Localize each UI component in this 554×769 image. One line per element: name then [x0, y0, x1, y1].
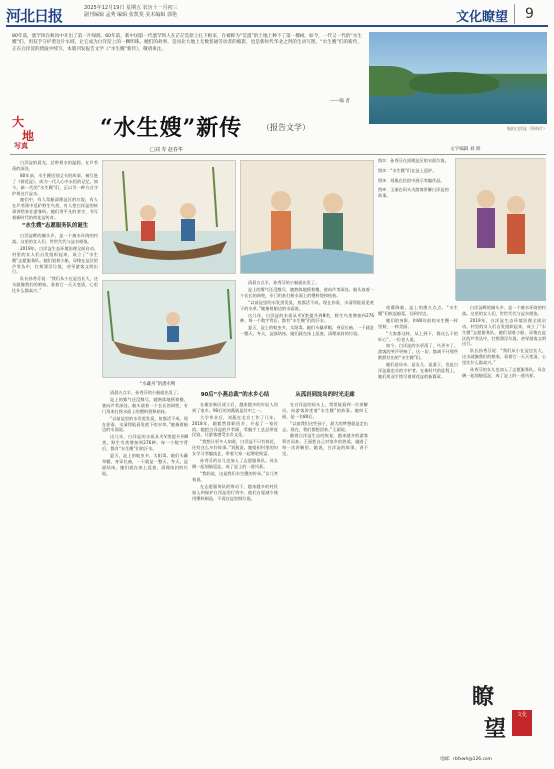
photo-caption: 图②：“水生嫂”们在淀上巡护。 — [378, 167, 437, 173]
paragraph: 随着白洋淀生态的恢复，越来越多的游客慕名而来。王丽把自己对家乡的热爱，融进了每一次讲解里。她说，白洋淀的故事，讲不完。 — [282, 433, 368, 457]
column-1 — [12, 160, 98, 750]
paragraph: 她们中，有人驾船清理淀区的垃圾，有人在芦苇荡中巡护野生鸟类，有人把白洋淀的故事讲给来往游客听。她们用平凡的坚守，书写着新时代的荷花淀传奇。 — [12, 197, 98, 221]
paragraph: 白洋淀畔的圈头乡，是一个被水环绕的村落。这里的女人们，世世代代与淀水相依。 — [462, 305, 546, 316]
photo-captions — [378, 158, 452, 203]
stamp-decoration — [470, 680, 538, 746]
subheading: “水生嫂”志愿服务队的诞生 — [21, 223, 89, 230]
page-number: 9 — [514, 4, 544, 24]
column-5 — [378, 305, 458, 750]
paragraph: 她们是母亲、是女儿、是妻子，也是白洋淀最忠实的守护者。在新时代的征程上，她们用双手续写着荷花淀的新篇章。 — [378, 362, 458, 379]
paragraph: “大家都这样，从上到下，都这么干的好心”，一位老人说。 — [378, 330, 458, 342]
top-photo-caption: 航拍白洋淀（资料片） — [507, 126, 547, 131]
column-2-top — [240, 280, 374, 380]
section-mark-char-2: 地 — [22, 129, 35, 143]
masthead-editors: 副刊编辑 孟秀 编辑 张凯斐 美术编辑 郭艳 — [84, 12, 177, 18]
paragraph: 夏天，淀上的蚊虫多，太阳毒。她们头戴草帽，身穿长袖，一干就是一整天。冬天，淀面结冰，她们就在冰上巡查，清理冰封的垃圾。 — [240, 325, 374, 337]
paragraph: 夏天，淀上的蚊虫多，太阳毒。她们头戴草帽，身穿长袖，一干就是一整天。冬天，淀面结冰，她们就在冰上巡查，清理冰封的垃圾。 — [102, 453, 188, 476]
article-subtitle: （报告文学） — [262, 123, 310, 132]
subheading: 90后“小燕总裁”的水乡心结 — [200, 392, 270, 398]
masthead-meta — [84, 5, 244, 19]
illustration-boat-scene — [102, 280, 236, 378]
photo-caption: 图①：孙秀芬在清理淀区的水面垃圾。 — [378, 158, 449, 163]
paragraph: “以前淀里的水发黑发臭，鱼都活不成。现在你看，水清得能看见底下的水草。”她指着船边的水面说。 — [102, 415, 188, 433]
divider — [10, 154, 546, 155]
paragraph: 在志愿服务队的带动下，越来越多的村民加入到保护白洋淀的行列中。他们自觉减少使用塑料制品，不再往淀里倒垃圾。 — [192, 483, 278, 501]
paragraph: 淀上的雾气还没散尽，她熟练地摇着橹，驶向芦苇深处。船头放着一个长长的网兜，专门用来打捞水面上的塑料袋和枯枝。 — [240, 286, 374, 298]
paragraph: 白洋淀的晨光，总带着水的温润。在芦苇荡的深处， — [12, 160, 98, 171]
column-3 — [192, 390, 278, 750]
paragraph: 如今，白洋淀的水更清了，鸟更多了，游客的笑声更响了。这一切，都离不开那些默默付出的“水生嫂”们。 — [378, 343, 458, 361]
paragraph: 在白洋淀的码头上，常常能看到一位讲解员，向游客讲述着“水生嫂”的故事。她叫王丽，是一名80后。 — [282, 401, 368, 419]
paragraph: 队长孙秀芬说：“我们从小在淀边长大，这水就像我们的娘家。看着它一天天变清，心里比什么都高兴。” — [12, 276, 98, 294]
paragraph: 夜幕降临，淀上的渔火点点。“水生嫂”们收起船桨，回到岸边。 — [378, 305, 458, 316]
paragraph: 2019年，白洋淀生态环境治理全面启动。村里的女人们自发组织起来，成立了“水生嫂”志愿服务队。她们划着小船，穿梭在淀区的芦苇丛中，打捞漂浮垃圾，劝导游客文明出行。 — [462, 317, 546, 347]
column-2 — [102, 390, 188, 750]
paragraph: 清晨五点半，孙秀芬的小船就出发了。 — [248, 280, 320, 285]
paragraph: 2019年，白洋淀生态环境治理全面启动。村里的女人们自发组织起来，成立了“水生嫂”志愿服务队。她们划着小船，穿梭在淀区的芦苇丛中，打捞漂浮垃圾，劝导游客文明出行。 — [12, 245, 98, 275]
article-byline: □刘 寿 赵春华 — [150, 147, 183, 153]
paragraph: 这几年，白洋淀的水质从劣V类提升到Ⅲ类，野生鸟类增加到276种。每一个数字背后，都有“水生嫂”们的汗水。 — [102, 434, 188, 452]
paragraph: 淀上的雾气还没散尽，她熟练地摇着橹，驶向芦苇深处。船头放着一个长长的网兜，专门用来打捞水面上的塑料袋和枯枝。 — [102, 396, 188, 414]
paragraph: 清晨五点半，孙秀芬的小船就出发了。 — [110, 390, 182, 395]
top-photo-lake — [369, 32, 547, 124]
stamp-char-1: 瞭 — [472, 684, 495, 710]
column-6 — [462, 305, 546, 675]
paragraph: 在雄安新区成立后，越来越多的年轻人回到了家乡。90后的刘燕就是其中之一。 — [192, 401, 278, 413]
section-mark-char-3: 写真 — [14, 142, 28, 150]
photo-caption: 图③：刘燕在民宿中展示苇编作品。 — [378, 177, 445, 183]
paragraph: 80年前，水生嫂送别丈夫的故事，被写进了《荷花淀》，成为一代人心中永恒的记忆。如今，新一代的“水生嫂”们，正以另一种方式守护着这片淀水。 — [12, 172, 98, 196]
paragraph: “以前我们这些孩子，最大的梦想就是走出去。现在，我们都想回来。”王丽说。 — [282, 420, 368, 432]
illustration-caption: “水藏舟”的潜水鸭 — [140, 382, 176, 387]
paragraph: 孙秀芬的女儿也加入了志愿服务队。母女俩一起划船巡淀，成了淀上的一道风景。 — [192, 458, 278, 469]
illustration-women-reeds — [240, 160, 374, 274]
stamp-char-2: 望 — [484, 716, 507, 742]
paragraph: 大学毕业后，刘燕在北京工作了几年。2018年，她毅然辞职回乡，开起了一家民宿。她把白洋淀的芦苇画、苇编手工艺品带进民宿，让游客感受水乡文化。 — [192, 414, 278, 438]
article-editor: 文字编辑 刘 朗 — [450, 147, 481, 152]
editor-note: 80年前，塞罕坝在秋风中开出了第一片绿荫。60年前，新中国第一代塞罕坝人在茫茫荒原上扎下根来，在被称为“荒漠”的土地上种下了第一棵树。如今，一代又一代的“水生嫂”们，用双手守护着这片水域，让它成为白洋淀上的一颗明珠。她们的故事，是河北大地上无数普通劳动者的缩影，也是新时代华北之肾的生动写照。“水生嫂”们的新传，正在白洋淀的碧波中续写。本版刊发报告文学《“水生嫂”新传》，敬请垂注。 — [12, 34, 362, 52]
stamp-seal: 文化 — [512, 710, 532, 736]
paragraph: 孙秀芬的女儿也加入了志愿服务队。母女俩一起划船巡淀，成了淀上的一道风景。 — [462, 367, 546, 378]
paragraph: “我想让更多人知道，白洋淀不只有荷花，还有这么多好故事。”刘燕说。她组织村里的妇女学习苇编技艺，带着大家一起增收致富。 — [192, 439, 278, 457]
section-mark — [12, 113, 38, 151]
article-headline: “水生嫂”新传 — [100, 115, 243, 141]
footer-email: 电邮：rbfxwh@126.com — [440, 757, 492, 762]
section-title: 文化瞭望 — [455, 10, 508, 25]
section-mark-char-1: 大 — [12, 115, 25, 129]
paragraph: “我妈说，这是我们水生嫂的传承。”女儿笑着说。 — [192, 470, 278, 482]
masthead — [6, 3, 548, 27]
column-4 — [282, 390, 368, 750]
subheading: 从孤岩到淀岛的时光走廊 — [295, 392, 355, 398]
illustration-women-boat — [102, 160, 236, 274]
newspaper-logo: 河北日报 — [6, 7, 63, 25]
paragraph: 队长孙秀芬说：“我们从小在淀边长大，这水就像我们的娘家。看着它一天天变清，心里比什么都高兴。” — [462, 348, 546, 366]
paragraph: 她们的身影，和80年前的水生嫂一样坚韧，一样美丽。 — [378, 317, 458, 329]
editor-note-sign: ——编 者 — [330, 99, 350, 104]
paragraph: 这几年，白洋淀的水质从劣V类提升到Ⅲ类，野生鸟类增加到276种。每一个数字背后，都有“水生嫂”们的汗水。 — [240, 312, 374, 324]
paragraph: 白洋淀畔的圈头乡，是一个被水环绕的村落。这里的女人们，世世代代与淀水相依。 — [12, 232, 98, 244]
illustration-family — [455, 158, 545, 300]
paragraph: “以前淀里的水发黑发臭，鱼都活不成。现在你看，水清得能看见底下的水草。”她指着船边的水面说。 — [240, 299, 374, 311]
photo-caption: 图④：王丽在码头为游客讲解白洋淀的故事。 — [378, 187, 449, 199]
masthead-date: 2025年12月19日 星期五 农历十一月初三 — [84, 5, 178, 11]
